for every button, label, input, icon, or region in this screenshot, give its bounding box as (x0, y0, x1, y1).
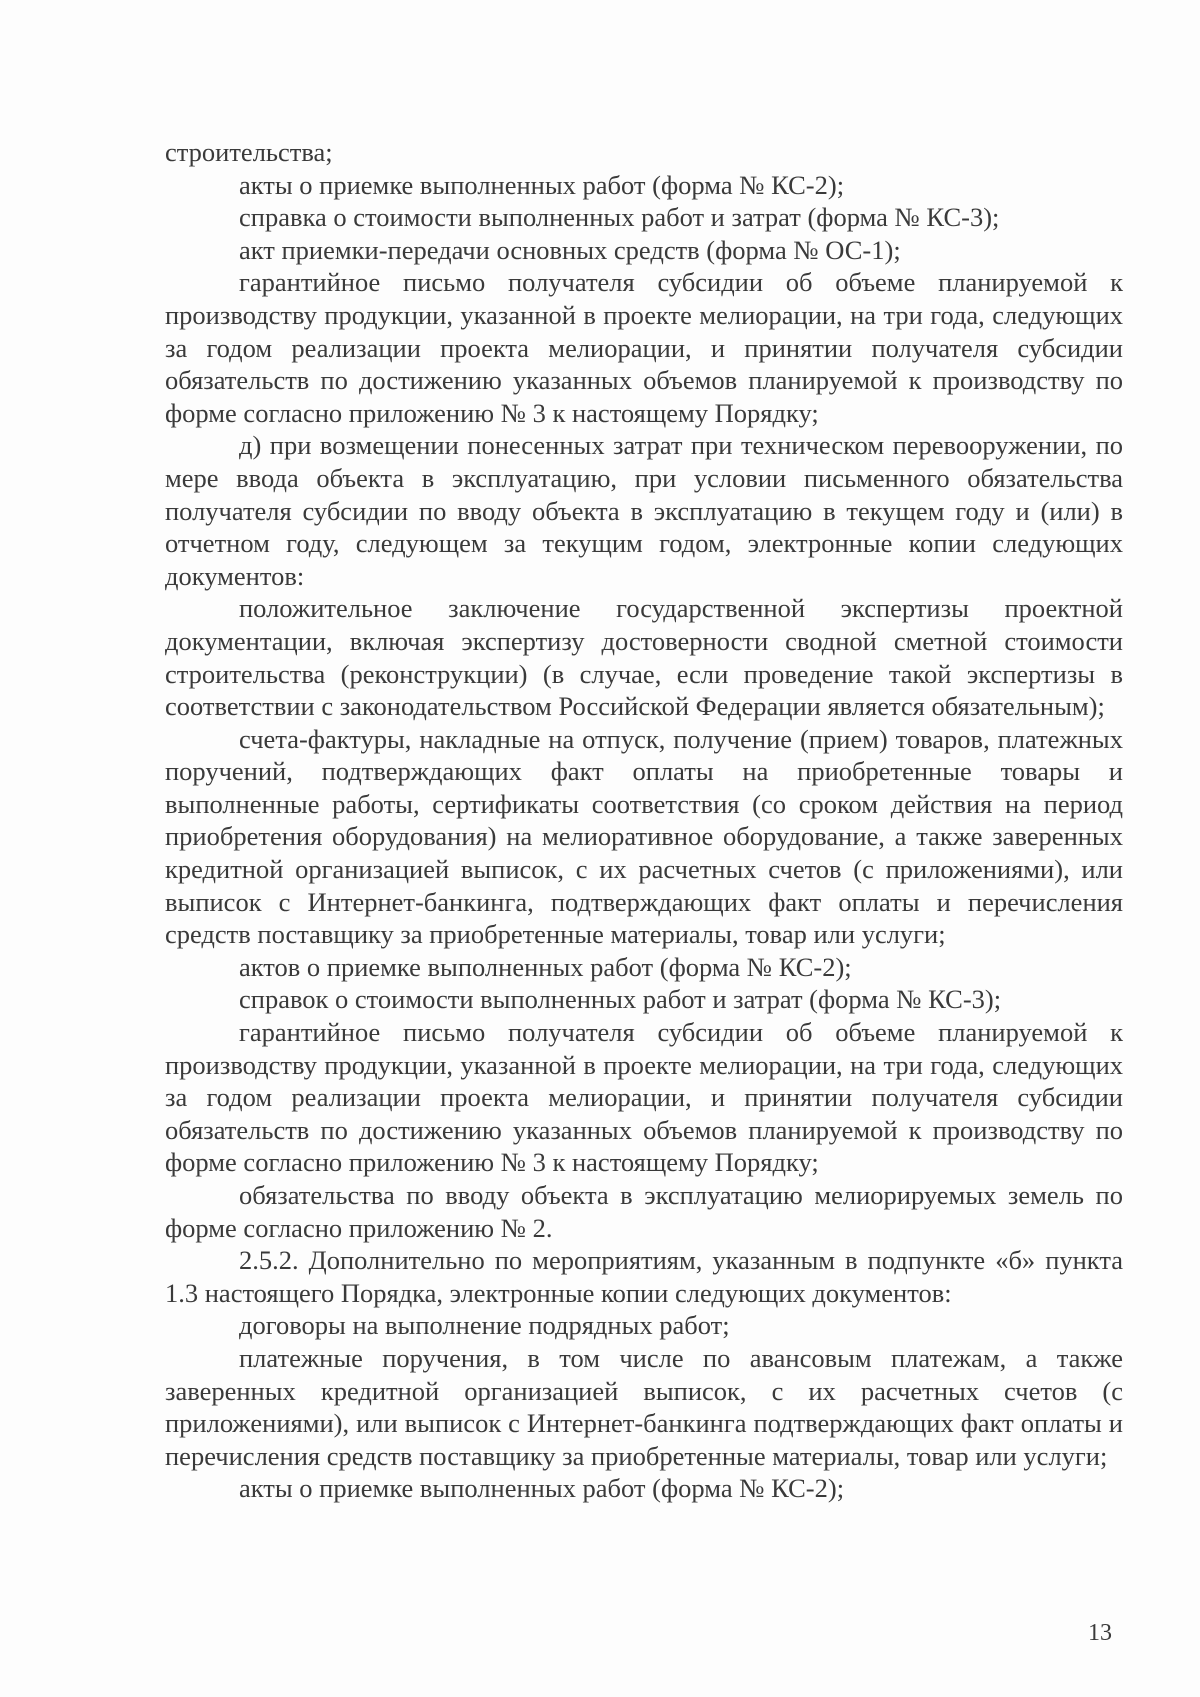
paragraph: д) при возмещении понесенных затрат при техническом перевооружении, по мере ввода объекта в эксплуатацию, при условии письменного обязательства получателя субсидии по вводу объекта в эксплуатацию в текущем году и (или) в отчетном году, следующем за текущим годом, электронные копии следующих документов: (165, 430, 1123, 591)
paragraph: акт приемки-передачи основных средств (форма № ОС-1); (239, 234, 901, 265)
paragraph: справок о стоимости выполненных работ и затрат (форма № КС-3); (239, 984, 1002, 1015)
page-number: 13 (1088, 1620, 1112, 1646)
paragraph: положительное заключение государственной экспертизы проектной документации, включая экспертизу достоверности сводной сметной стоимости строительства (реконструкции) (в случае, если проведение такой экспертизы в соответствии с законодательством Российской Федерации является обязательным); (165, 593, 1123, 722)
paragraph: акты о приемке выполненных работ (форма № КС-2); (239, 1473, 845, 1504)
paragraph: 2.5.2. Дополнительно по мероприятиям, указанным в подпункте «б» пункта 1.3 настоящего Порядка, электронные копии следующих документов: (165, 1245, 1123, 1308)
paragraph: акты о приемке выполненных работ (форма № КС-2); (239, 169, 845, 200)
paragraph: счета-фактуры, накладные на отпуск, получение (прием) товаров, платежных поручений, подтверждающих факт оплаты на приобретенные товары и выполненные работы, сертификаты соответствия (со сроком действия на период приобретения оборудования) на мелиоративное оборудование, а также заверенных кредитной организацией выписок, с их расчетных счетов (с приложениями), или выписок с Интернет-банкинга, подтверждающих факт оплаты и перечисления средств поставщику за приобретенные материалы, товар или услуги; (165, 723, 1123, 950)
paragraph: гарантийное письмо получателя субсидии об объеме планируемой к производству продукции, указанной в проекте мелиорации, на три года, следующих за годом реализации проекта мелиорации, и принятии получателя субсидии обязательств по достижению указанных объемов планируемой к производству по форме согласно приложению № 3 к настоящему Порядку; (165, 1017, 1123, 1178)
paragraph: актов о приемке выполненных работ (форма № КС-2); (239, 951, 852, 982)
paragraph: справка о стоимости выполненных работ и затрат (форма № КС-3); (239, 202, 1000, 233)
paragraph: гарантийное письмо получателя субсидии об объеме планируемой к производству продукции, указанной в проекте мелиорации, на три года, следующих за годом реализации проекта мелиорации, и принятии получателя субсидии обязательств по достижению указанных объемов планируемой к производству по форме согласно приложению № 3 к настоящему Порядку; (165, 267, 1123, 428)
document-body (165, 136, 1123, 1505)
paragraph: обязательства по вводу объекта в эксплуатацию мелиорируемых земель по форме согласно приложению № 2. (165, 1180, 1123, 1243)
paragraph: платежные поручения, в том числе по авансовым платежам, а также заверенных кредитной организацией выписок, с их расчетных счетов (с приложениями), или выписок с Интернет-банкинга подтверждающих факт оплаты и перечисления средств поставщику за приобретенные материалы, товар или услуги; (165, 1342, 1123, 1471)
paragraph: договоры на выполнение подрядных работ; (239, 1310, 730, 1341)
paragraph: строительства; (165, 137, 333, 167)
